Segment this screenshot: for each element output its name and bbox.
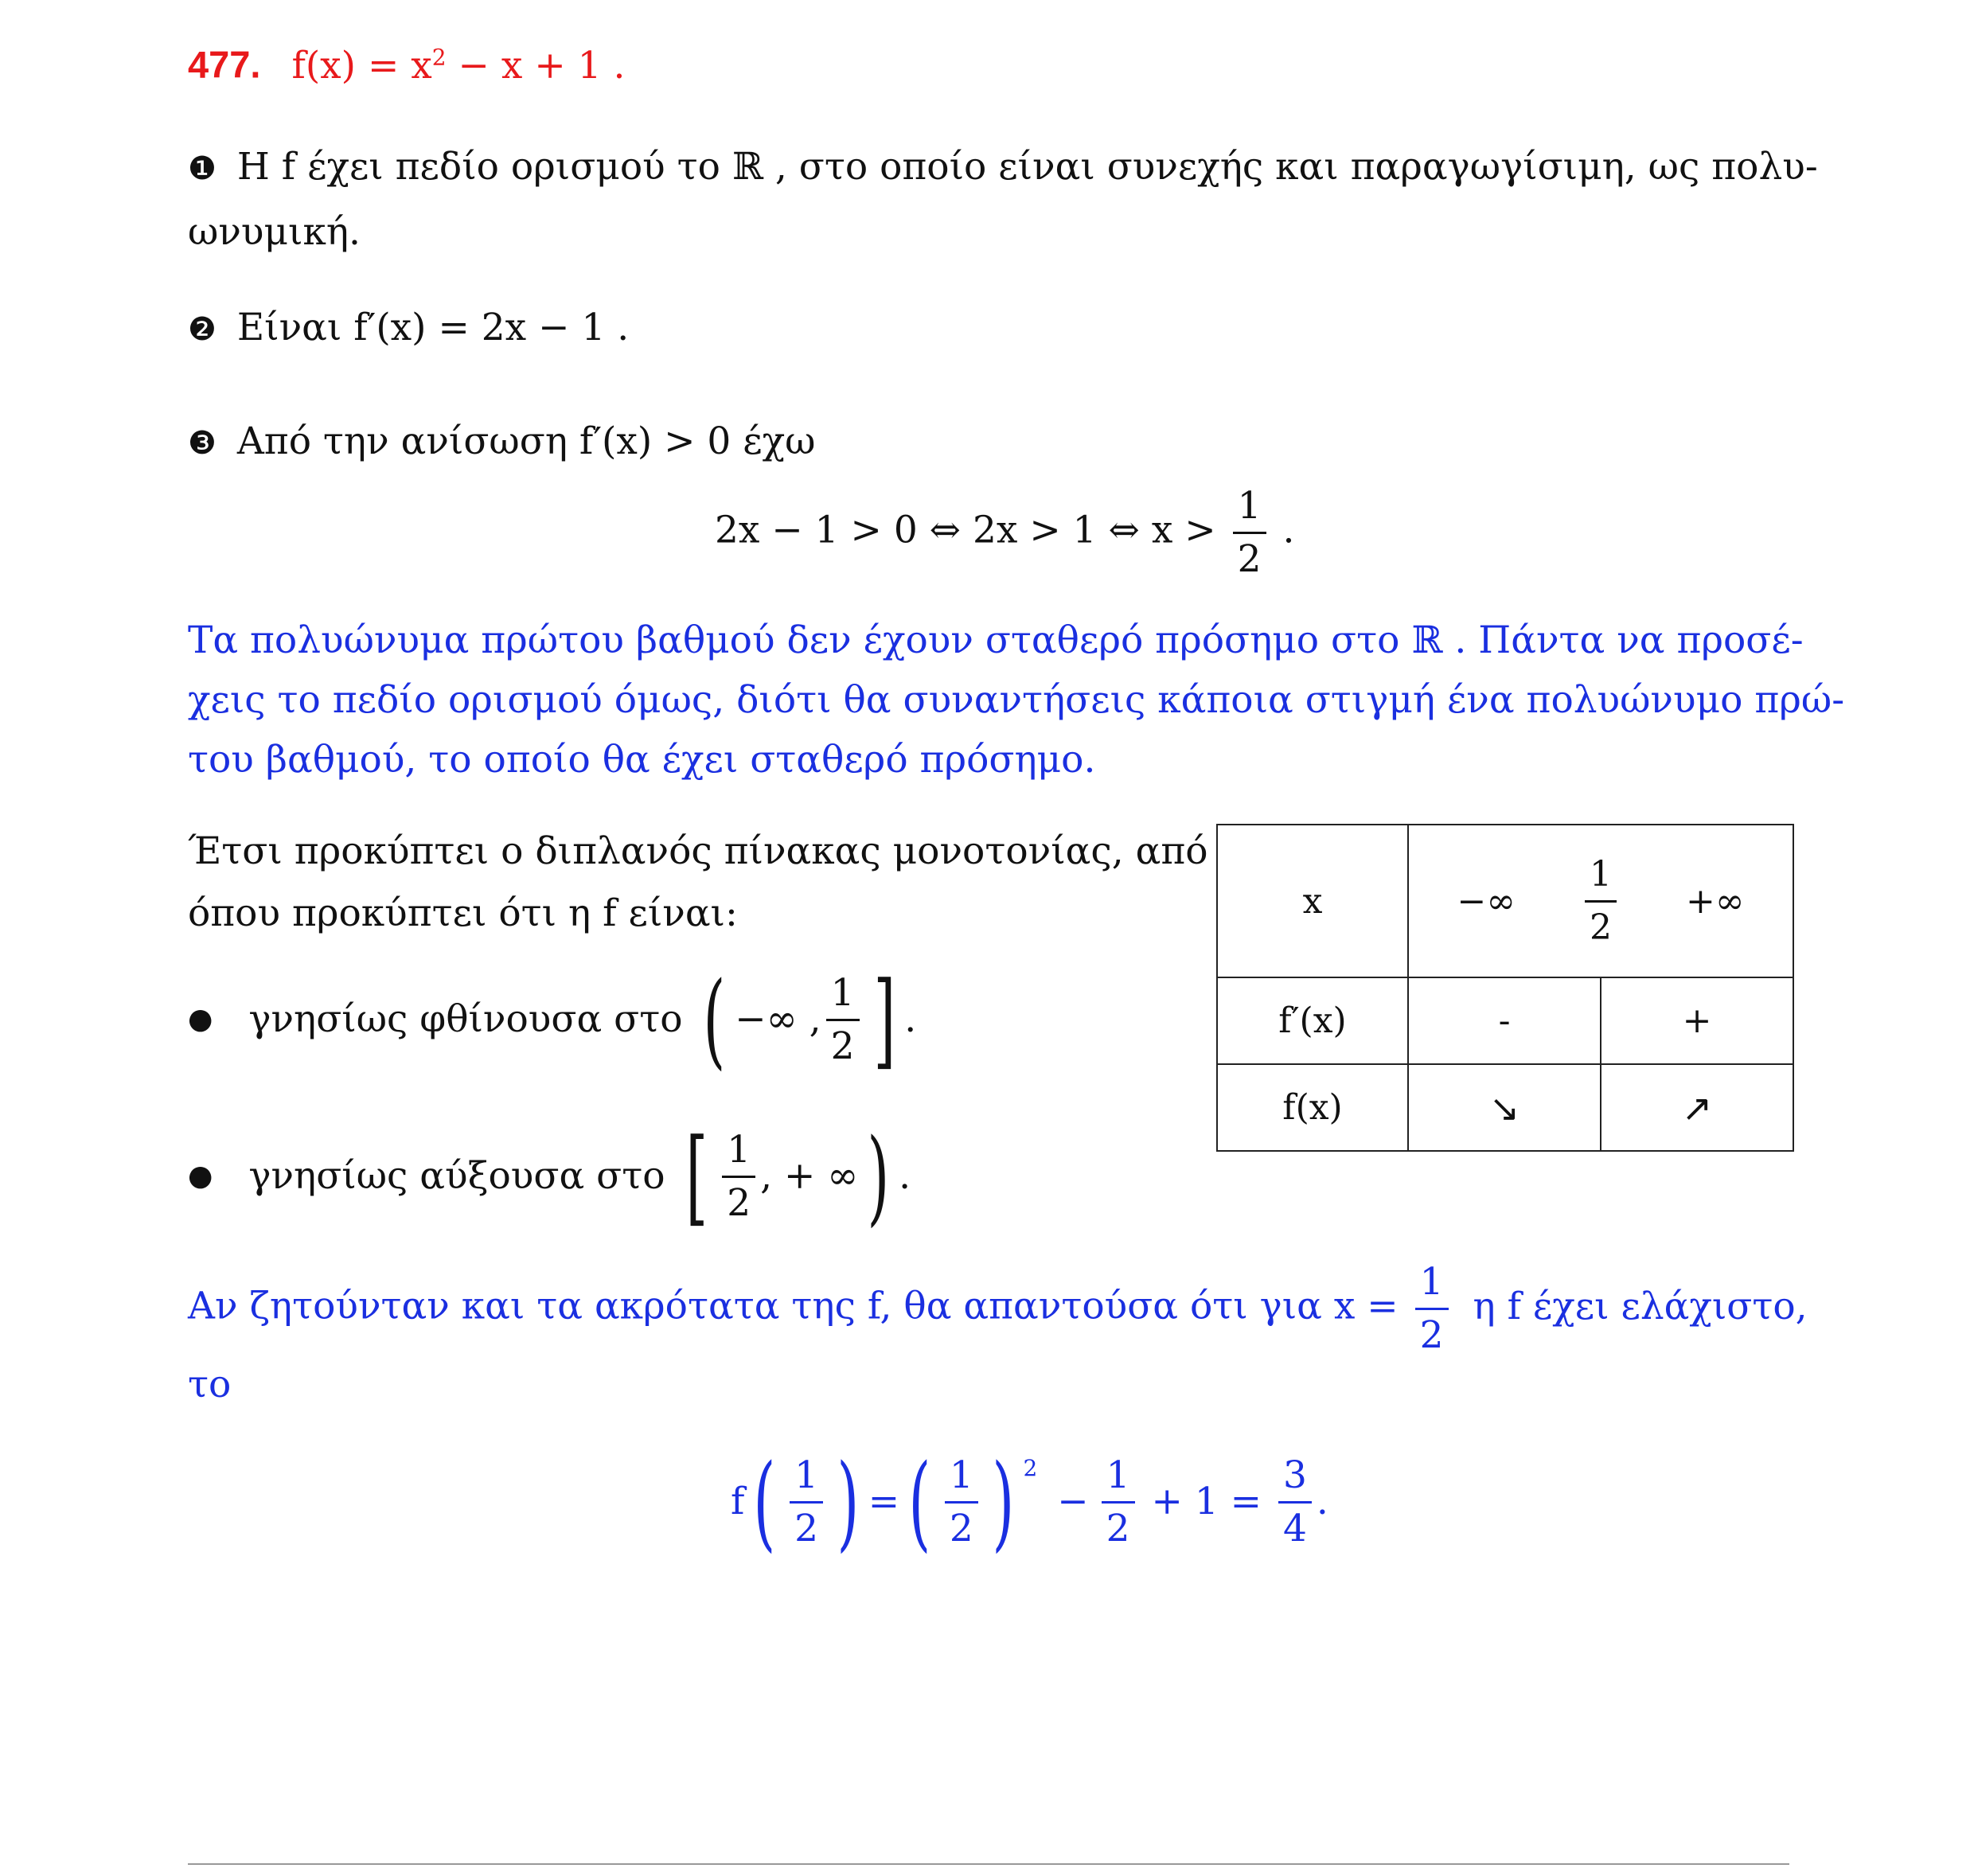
footer-divider bbox=[188, 1863, 1789, 1865]
interval-left: −∞ , bbox=[735, 997, 821, 1041]
monotonicity-table bbox=[1216, 824, 1794, 1152]
conclusion-line1: Έτσι προκύπτει ο διπλανός πίνακας μονοτονίας, από bbox=[188, 829, 1208, 873]
close-paren: ) bbox=[992, 1441, 1015, 1562]
interval-fraction bbox=[826, 970, 860, 1068]
eq-minus: − bbox=[1057, 1480, 1089, 1523]
bullet-end: . bbox=[899, 1154, 911, 1198]
eq-result-fraction bbox=[1278, 1455, 1312, 1550]
note-line2: χεις το πεδίο ορισμού όμως, διότι θα συναντήσεις κάποια στιγμή ένα πολυώνυμο πρώ- bbox=[188, 678, 1845, 722]
plus-infinity: +∞ bbox=[1685, 880, 1745, 922]
bullet-dot-icon: ● bbox=[188, 1160, 213, 1192]
note-line1: Τα πολυώνυμα πρώτου βαθμού δεν έχουν σταθερό πρόσημο στο ℝ . Πάντα να προσέ- bbox=[188, 618, 1804, 662]
step1-text: Η f έχει πεδίο ορισμού το ℝ , στο οποίο είναι συνεχής και παραγωγίσιμη, ως πολυ- bbox=[236, 145, 1818, 189]
fraction-denominator: 2 bbox=[945, 1501, 978, 1550]
step3-text: Από την ανίσωση f′(x) > 0 έχω bbox=[236, 419, 816, 463]
eq-end: . bbox=[1316, 1480, 1328, 1523]
eq-f: f bbox=[731, 1480, 745, 1523]
interval-fraction bbox=[722, 1129, 755, 1224]
fraction-numerator: 1 bbox=[1106, 1453, 1130, 1497]
exercise-number: 477. bbox=[188, 43, 261, 86]
step2-text: Είναι f′(x) = 2x − 1 . bbox=[236, 306, 630, 349]
fraction-numerator: 1 bbox=[727, 1127, 751, 1172]
fraction-numerator: 1 bbox=[949, 1453, 973, 1497]
function-rhs: − x + 1 . bbox=[446, 43, 626, 88]
conclusion-line2: όπου προκύπτει ότι η f είναι: bbox=[188, 891, 738, 935]
function-lhs: f(x) = x bbox=[291, 43, 432, 88]
extrema-fraction bbox=[1415, 1262, 1449, 1356]
eq-sub-fraction bbox=[1102, 1455, 1135, 1550]
table-row bbox=[1217, 1064, 1793, 1151]
close-paren: ) bbox=[867, 1116, 890, 1237]
open-paren: ( bbox=[908, 1441, 931, 1562]
fraction-numerator: 1 bbox=[830, 970, 855, 1015]
interval-right: , + ∞ bbox=[760, 1154, 859, 1198]
fraction-denominator: 4 bbox=[1278, 1501, 1312, 1550]
fraction-denominator: 2 bbox=[1585, 900, 1617, 949]
step1-line1 bbox=[188, 143, 1818, 193]
step2-line bbox=[188, 304, 629, 353]
table-row bbox=[1217, 825, 1793, 977]
note-line3: του βαθμού, το οποίο θα έχει σταθερό πρόσημο. bbox=[188, 738, 1096, 782]
step3-marker-icon: ❸ bbox=[188, 425, 217, 462]
step3-equation bbox=[715, 486, 1294, 580]
open-paren: ( bbox=[703, 959, 726, 1080]
increasing-arrow-icon: ↗ bbox=[1601, 1064, 1793, 1151]
eq-arg-fraction bbox=[790, 1455, 823, 1550]
eq-base-fraction bbox=[945, 1455, 978, 1550]
step3-line bbox=[188, 418, 815, 467]
x-values-cell bbox=[1408, 825, 1793, 977]
minus-infinity: −∞ bbox=[1457, 880, 1516, 922]
fraction-denominator: 2 bbox=[722, 1176, 755, 1224]
fraction-numerator: 1 bbox=[1419, 1260, 1444, 1304]
open-paren: ( bbox=[753, 1441, 776, 1562]
eq-exponent: 2 bbox=[1023, 1455, 1038, 1481]
decreasing-arrow-icon: ↘ bbox=[1408, 1064, 1601, 1151]
step1-marker-icon: ❶ bbox=[188, 150, 217, 187]
extrema-text-end: η f έχει ελάχιστο, bbox=[1473, 1284, 1808, 1328]
extrema-equation bbox=[731, 1413, 1328, 1562]
eq-plus-one: + 1 = bbox=[1151, 1480, 1262, 1523]
fraction-denominator: 2 bbox=[826, 1019, 860, 1067]
exercise-heading bbox=[188, 33, 625, 90]
x-label: x bbox=[1217, 825, 1408, 977]
table-row bbox=[1217, 977, 1793, 1064]
extrema-line2: το bbox=[188, 1363, 232, 1406]
fraction-denominator: 2 bbox=[1102, 1501, 1135, 1550]
function-exponent: 2 bbox=[431, 44, 447, 70]
fraction-numerator: 1 bbox=[1589, 853, 1612, 895]
fraction-denominator: 2 bbox=[1233, 532, 1266, 580]
sign-right: + bbox=[1601, 977, 1793, 1064]
bullet-dot-icon: ● bbox=[188, 1003, 213, 1036]
step2-marker-icon: ❷ bbox=[188, 311, 217, 348]
bullet-decreasing bbox=[188, 959, 917, 1080]
extrema-line1 bbox=[188, 1262, 1808, 1356]
fraction-numerator: 3 bbox=[1283, 1453, 1307, 1497]
open-bracket: [ bbox=[685, 1116, 708, 1237]
fprime-label: f′(x) bbox=[1217, 977, 1408, 1064]
f-label: f(x) bbox=[1217, 1064, 1408, 1151]
step3-equation-end: . bbox=[1282, 508, 1295, 552]
step3-fraction bbox=[1233, 486, 1266, 580]
sign-left: - bbox=[1408, 977, 1601, 1064]
critical-point bbox=[1585, 854, 1617, 949]
fraction-denominator: 2 bbox=[790, 1501, 823, 1550]
bullet-increasing bbox=[188, 1116, 911, 1237]
extrema-text-start: Αν ζητούνταν και τα ακρότατα της f, θα απαντούσα ότι για x = bbox=[188, 1284, 1399, 1328]
bullet-text: γνησίως αύξουσα στο bbox=[248, 1154, 665, 1198]
bullet-text: γνησίως φθίνουσα στο bbox=[248, 997, 683, 1041]
fraction-denominator: 2 bbox=[1415, 1308, 1449, 1356]
fraction-numerator: 1 bbox=[794, 1453, 819, 1497]
close-bracket: ] bbox=[872, 959, 895, 1080]
close-paren: ) bbox=[837, 1441, 860, 1562]
step3-equation-left: 2x − 1 > 0 ⇔ 2x > 1 ⇔ x > bbox=[715, 508, 1216, 552]
bullet-end: . bbox=[904, 997, 917, 1041]
fraction-numerator: 1 bbox=[1237, 484, 1262, 528]
exercise-function bbox=[291, 44, 625, 88]
eq-equals: = bbox=[868, 1480, 900, 1523]
step1-line2: ωνυμική. bbox=[188, 210, 361, 254]
